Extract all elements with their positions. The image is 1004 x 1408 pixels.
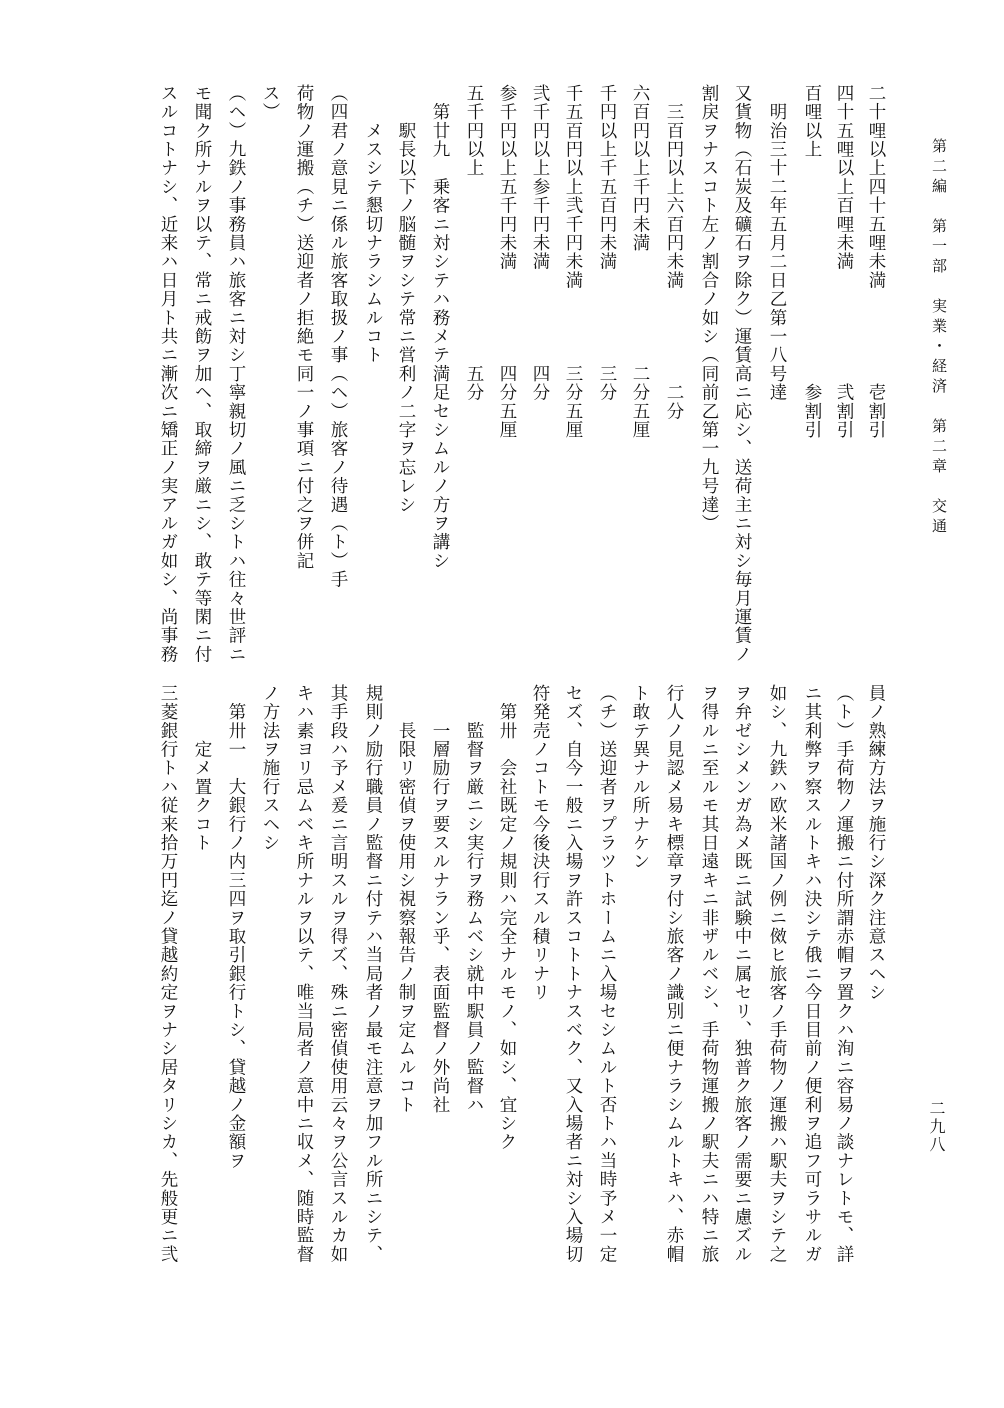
text-column: 員ノ熟練方法ヲ施行シ深ク注意スヘシ xyxy=(866,684,886,1002)
text-column: ノ方法ヲ施行スヘシ xyxy=(260,684,280,853)
text-column: 駅長以下ノ脳髄ヲシテ常ニ営利ノ二字ヲ忘レシ xyxy=(396,84,416,515)
text-column: 一層励行ヲ要スルナラン乎、表面監督ノ外尚社 xyxy=(430,684,450,1115)
text-column: 監督ヲ厳ニシ実行ヲ務ムベシ就中駅員ノ監督ハ xyxy=(464,684,484,1115)
text-column: 弐千円以上参千円未満 四分 xyxy=(530,84,550,402)
text-column: 荷物ノ運搬（チ）送迎者ノ拒絶モ同一ノ事項ニ付之ヲ併記 xyxy=(294,84,314,571)
running-title: 第二編 第一部 実業・経済 第二章 交通 xyxy=(930,138,948,538)
text-column: ヲ得ルニ至ルモ其日遠キニ非ザルベシ、手荷物運搬ノ駅夫ニハ特ニ旅 xyxy=(699,684,719,1264)
text-column: キハ素ヨリ忌ムベキ所ナルヲ以テ、唯当局者ノ意中ニ収メ、随時監督 xyxy=(294,684,314,1264)
text-column: 二十哩以上四十五哩未満 壱割引 xyxy=(866,84,886,440)
text-column: ニ其利弊ヲ察スルトキハ決シテ俄ニ今日目前ノ便利ヲ追フ可ラサルガ xyxy=(802,684,822,1264)
text-column: 第廿九 乗客ニ対シテハ務メテ満足セシムルノ方ヲ講シ xyxy=(430,84,450,571)
text-column: （チ）送迎者ヲプラツトホームニ入場セシムルト否トハ当時予メ一定 xyxy=(597,684,617,1264)
text-column: 符発売ノコトモ今後決行スル積リナリ xyxy=(530,684,550,1002)
text-column: セズ、自今一般ニ入場ヲ許スコトトナスベク、又入場者ニ対シ入場切 xyxy=(563,684,583,1264)
text-column: 行人ノ見認メ易キ標章ヲ付シ旅客ノ識別ニ便ナラシムルトキハ、赤帽 xyxy=(664,684,684,1264)
text-column: 第卅 会社既定ノ規則ハ完全ナルモノ、如シ、宜シク xyxy=(497,684,517,1152)
text-column: （四君ノ意見ニ係ル旅客取扱ノ事（ヘ）旅客ノ待遇（ト）手 xyxy=(328,84,348,589)
text-column: 如シ、九鉄ハ欧米諸国ノ例ニ傚ヒ旅客ノ手荷物ノ運搬ハ駅夫ヲシテ之 xyxy=(767,684,787,1264)
text-column: ヲ弁ゼシメンガ為メ既ニ試験中ニ属セリ、独普ク旅客ノ需要ニ慮ズル xyxy=(732,684,752,1264)
text-column: 長限リ密偵ヲ使用シ視察報告ノ制ヲ定ムルコト xyxy=(396,684,416,1115)
text-column: （ヘ）九鉄ノ事務員ハ旅客ニ対シ丁寧親切ノ風ニ乏シトハ往々世評ニ xyxy=(226,84,246,664)
text-column: 五千円以上 五分 xyxy=(464,84,484,402)
text-column: 千円以上千五百円未満 三分 xyxy=(597,84,617,402)
text-column: ト敢テ異ナル所ナケン xyxy=(630,684,650,871)
text-column: （ト）手荷物ノ運搬ニ付所謂赤帽ヲ置クハ洵ニ容易ノ談ナレトモ、詳 xyxy=(834,684,854,1264)
text-column: メスシテ懇切ナラシムルコト xyxy=(363,84,383,365)
text-column: 又貨物（石炭及礦石ヲ除ク）運賃高ニ応シ、送荷主ニ対シ毎月運賃ノ xyxy=(732,84,752,664)
text-column: 四十五哩以上百哩未満 弐割引 xyxy=(834,84,854,440)
text-column: 其手段ハ予メ爰ニ言明スルヲ得ズ、殊ニ密偵使用云々ヲ公言スルカ如 xyxy=(328,684,348,1264)
text-column: 割戻ヲナスコト左ノ割合ノ如シ（同前乙第一九号達） xyxy=(699,84,719,533)
text-column: ス） xyxy=(260,84,280,122)
text-column: 百哩以上 参割引 xyxy=(802,84,822,440)
text-column: モ聞ク所ナルヲ以テ、常ニ戒飭ヲ加ヘ、取締ヲ厳ニシ、敢テ等閑ニ付 xyxy=(192,84,212,664)
page-number: 二九八 xyxy=(927,1100,946,1154)
text-column: 六百円以上千円未満 二分五厘 xyxy=(630,84,650,440)
text-column: 三百円以上六百円未満 二分 xyxy=(664,84,684,421)
text-column: 千五百円以上弐千円未満 三分五厘 xyxy=(563,84,583,440)
text-column: 参千円以上五千円未満 四分五厘 xyxy=(497,84,517,440)
text-column: 三菱銀行トハ従来拾万円迄ノ貸越約定ヲナシ居タリシカ、先般更ニ弐 xyxy=(158,684,178,1264)
text-column: 明治三十二年五月二日乙第一八号達 xyxy=(767,84,787,402)
text-column: 定メ置クコト xyxy=(192,684,212,853)
text-column: スルコトナシ、近来ハ日月ト共ニ漸次ニ矯正ノ実アルガ如シ、尚事務 xyxy=(158,84,178,664)
text-column: 規則ノ励行職員ノ監督ニ付テハ当局者ノ最モ注意ヲ加フル所ニシテ、 xyxy=(363,684,383,1264)
text-column: 第卅一 大銀行ノ内三四ヲ取引銀行トシ、貸越ノ金額ヲ xyxy=(226,684,246,1171)
